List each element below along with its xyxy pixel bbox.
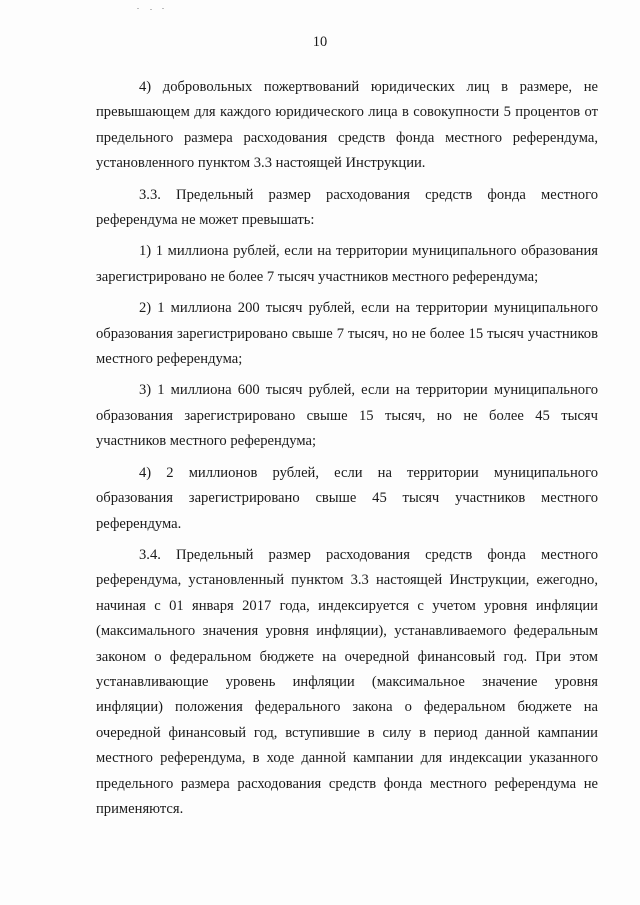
scan-speck [137, 8, 139, 9]
document-body [96, 75, 598, 822]
paragraph-3-4: 3.4. Предельный размер расходования средств фонда местного референдума, установленный пунктом 3.3 настоящей Инструкции, ежегодно, начиная с 01 января 2017 года, индексируется с учетом уровня инфляции (максимального значения уровня инфляции), устанавливаемого федеральным законом о федеральном бюджете на очередной финансовый год. При этом устанавливающие уровень инфляции (максимальное значение уровня инфляции) положения федерального закона о федеральном бюджете на очередной финансовый год, вступившие в силу в период данной кампании местного референдума, в ходе данной кампании для индексации указанного предельного размера расходования средств фонда местного референдума не применяются. [96, 546, 598, 817]
paragraph-3-3-item-4: 4) 2 миллионов рублей, если на территории муниципального образования зарегистрировано свыше 45 тысяч участников местного референдума. [96, 464, 598, 532]
scan-speck [162, 8, 164, 9]
paragraph-3-3-item-2: 2) 1 миллиона 200 тысяч рублей, если на территории муниципального образования зарегистрировано свыше 7 тысяч, но не более 15 тысяч участников местного референдума; [96, 300, 598, 368]
page-number: 10 [312, 34, 328, 50]
paragraph-3-3-item-3: 3) 1 миллиона 600 тысяч рублей, если на территории муниципального образования зарегистрировано свыше 15 тысяч, но не более 45 тысяч участников местного референдума; [96, 382, 598, 450]
paragraph-donations-legal-entities: 4) добровольных пожертвований юридических лиц в размере, не превышающем для каждого юридического лица в совокупности 5 процентов от предельного размера расходования средств фонда местного референдума, установленного пунктом 3.3 настоящей Инструкции. [96, 79, 598, 172]
paragraph-3-3-heading: 3.3. Предельный размер расходования средств фонда местного референдума не может превышать: [96, 186, 598, 229]
scan-speck [150, 9, 152, 10]
paragraph-3-3-item-1: 1) 1 миллиона рублей, если на территории муниципального образования зарегистрировано не более 7 тысяч участников местного референдума; [96, 243, 598, 285]
